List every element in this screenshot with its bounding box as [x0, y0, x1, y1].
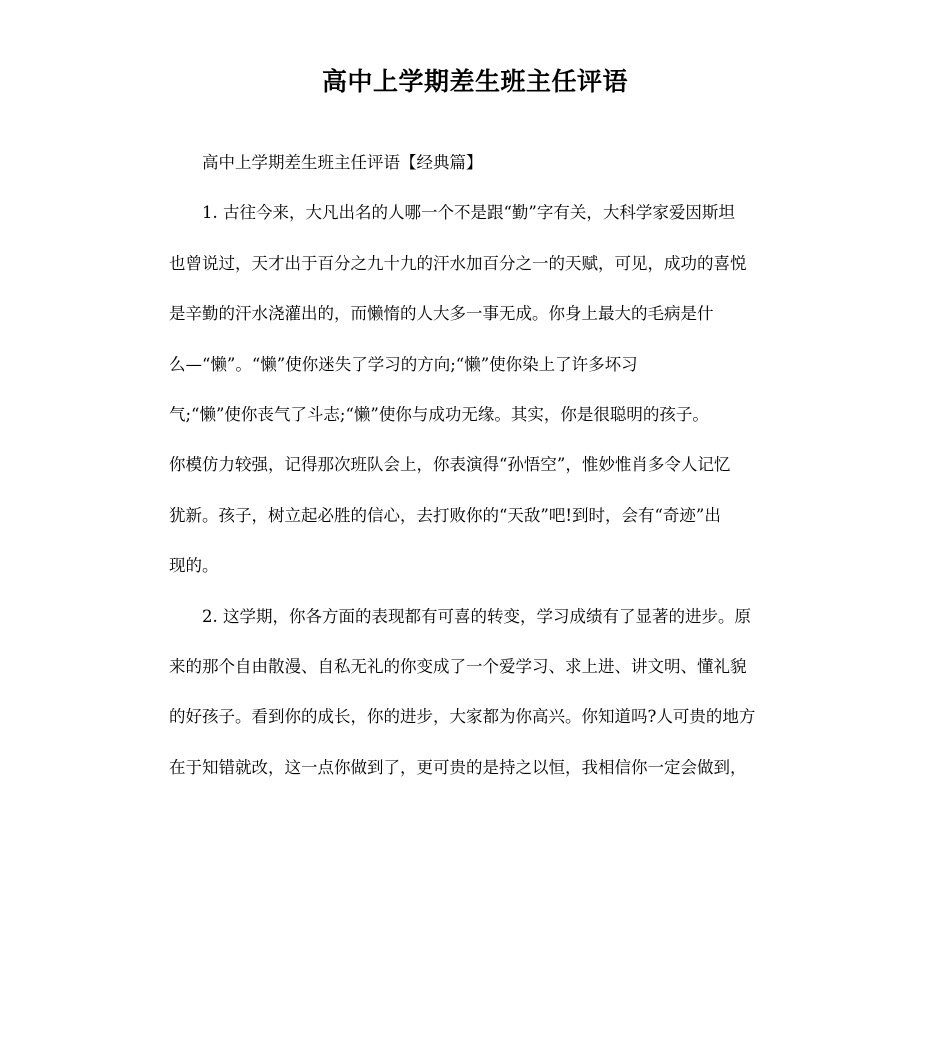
paragraph-line: 的好孩子。看到你的成长，你的进步，大家都为你高兴。你知道吗?人可贵的地方 — [169, 707, 756, 727]
paragraph-line: 现的。 — [169, 556, 219, 576]
document-subtitle: 高中上学期差生班主任评语【经典篇】 — [202, 153, 483, 172]
paragraph-line: 也曾说过，天才出于百分之九十九的汗水加百分之一的天赋，可见，成功的喜悦 — [169, 253, 747, 273]
paragraph-line: 气;“懒”使你丧气了斗志;“懒”使你与成功无缘。其实，你是很聪明的孩子。 — [169, 405, 709, 425]
document-title: 高中上学期差生班主任评语 — [321, 67, 628, 96]
paragraph-line: 你模仿力较强，记得那次班队会上，你表演得“孙悟空”，惟妙惟肖多令人记忆 — [169, 455, 731, 475]
document-body — [169, 138, 781, 793]
paragraph-line: 犹新。孩子，树立起必胜的信心，去打败你的“天敌”吧!到时，会有“奇迹”出 — [169, 505, 721, 525]
paragraph-line: 1. 古往今来，大凡出名的人哪一个不是跟“勤”字有关，大科学家爱因斯坦 — [202, 203, 735, 223]
paragraph-2 — [169, 592, 781, 794]
paragraph-line: 么—“懒”。“懒”使你迷失了学习的方向;“懒”使你染上了许多坏习 — [169, 354, 638, 374]
paragraph-line: 是辛勤的汗水浇灌出的，而懒惰的人大多一事无成。你身上最大的毛病是什 — [169, 304, 714, 324]
paragraph-line: 来的那个自由散漫、自私无礼的你变成了一个爱学习、求上进、讲文明、懂礼貌 — [169, 657, 747, 677]
paragraph-line: 2. 这学期，你各方面的表现都有可喜的转变，学习成绩有了显著的进步。原 — [202, 606, 751, 626]
paragraph-1 — [169, 188, 781, 591]
paragraph-line: 在于知错就改，这一点你做到了，更可贵的是持之以恒，我相信你一定会做到， — [169, 757, 747, 777]
